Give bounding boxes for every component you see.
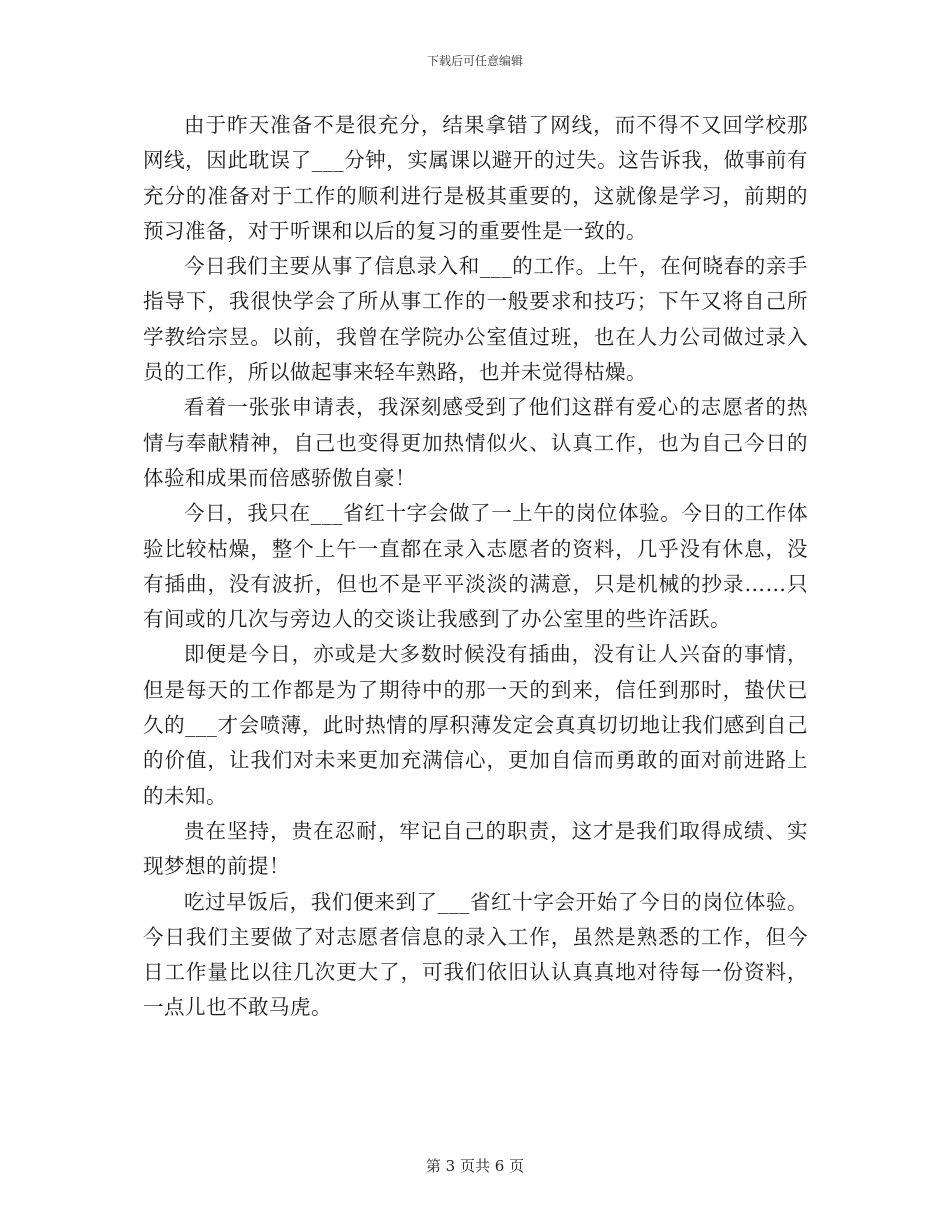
page-number-footer: 第 3 页共 6 页	[425, 1157, 525, 1175]
paragraph-6: 贵在坚持，贵在忍耐，牢记自己的职责，这才是我们取得成绩、实现梦想的前提！	[143, 818, 808, 879]
paragraph-5: 即便是今日，亦或是大多数时候没有插曲，没有让人兴奋的事情，但是每天的工作都是为了期待中的那一天的到来，信任到那时，蛰伏已久的___才会喷薄，此时热情的厚积薄发定会真真切切地让我们感到自己的价值，让我们对未来更加充满信心，更加自信而勇敢的面对前进路上的未知。	[143, 642, 808, 808]
page-header: 下载后可任意编辑	[426, 54, 523, 68]
paragraph-2: 今日我们主要从事了信息录入和___的工作。上午，在何晓春的亲手指导下，我很快学会了所从事工作的一般要求和技巧；下午又将自己所学教给宗昱。以前，我曾在学院办公室值过班，也在人力公司做过录入员的工作，所以做起事来轻车熟路，也并未觉得枯燥。	[143, 254, 808, 385]
paragraph-1: 由于昨天准备不是很充分，结果拿错了网线，而不得不又回学校那网线，因此耽误了___分钟，实属课以避开的过失。这告诉我，做事前有充分的准备对于工作的顺利进行是极其重要的，这就像是学习，前期的预习准备，对于听课和以后的复习的重要性是一致的。	[143, 113, 808, 243]
document-body	[143, 108, 808, 1026]
paragraph-4: 今日，我只在___省红十字会做了一上午的岗位体验。今日的工作体验比较枯燥，整个上午一直都在录入志愿者的资料，几乎没有休息，没有插曲，没有波折，但也不是平平淡淡的满意，只是机械的抄录……只有间或的几次与旁边人的交谈让我感到了办公室里的些许活跃。	[143, 501, 808, 632]
paragraph-3: 看着一张张申请表，我深刻感受到了他们这群有爱心的志愿者的热情与奉献精神，自己也变得更加热情似火、认真工作，也为自己今日的体验和成果而倍感骄傲自豪！	[143, 395, 808, 490]
paragraph-7: 吃过早饭后，我们便来到了___省红十字会开始了今日的岗位体验。今日我们主要做了对志愿者信息的录入工作，虽然是熟悉的工作，但今日工作量比以往几次更大了，可我们依旧认认真真地对待每一份资料，一点儿也不敢马虎。	[143, 889, 808, 1020]
